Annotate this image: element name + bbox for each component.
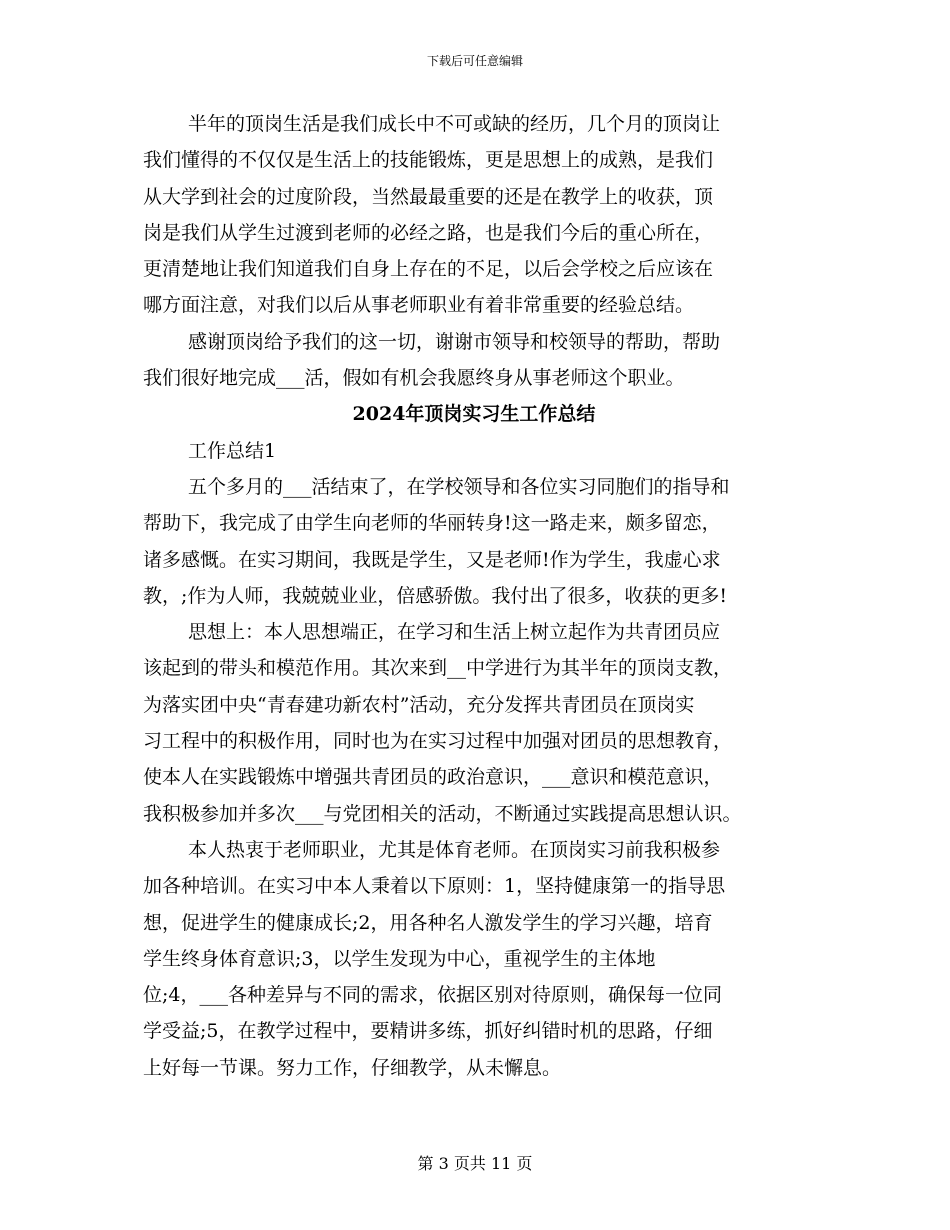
page-header: 下载后可任意编辑 [426, 54, 523, 68]
text-line: 位;4，___各种差异与不同的需求，依据区别对待原则，确保每一位同 [143, 984, 722, 1007]
text-line: 我们很好地完成___活，假如有机会我愿终身从事老师这个职业。 [143, 367, 685, 390]
text-line: 使本人在实践锻炼中增强共青团员的政治意识，___意识和模范意识， [143, 766, 723, 789]
text-line: 更清楚地让我们知道我们自身上存在的不足，以后会学校之后应该在 [143, 258, 714, 281]
text-line: 思想上：本人思想端正，在学习和生活上树立起作为共青团员应 [188, 621, 721, 644]
text-line: 教，;作为人师，我兢兢业业，倍感骄傲。我付出了很多，收获的更多! [143, 584, 728, 607]
text-line: 上好每一节课。努力工作，仔细教学，从未懈息。 [143, 1056, 562, 1079]
text-line: 从大学到社会的过度阶段，当然最最重要的还是在教学上的收获，顶 [143, 185, 714, 208]
text-line: 该起到的带头和模范作用。其次来到__中学进行为其半年的顶岗支教， [143, 657, 733, 680]
text-line: 岗是我们从学生过渡到老师的必经之路，也是我们今后的重心所在， [143, 221, 714, 244]
text-line: 加各种培训。在实习中本人秉着以下原则：1，坚持健康第一的指导思 [143, 875, 726, 898]
document-body [143, 106, 805, 1086]
section-title: 2024年顶岗实习生工作总结 [352, 403, 596, 426]
text-line: 哪方面注意，对我们以后从事老师职业有着非常重要的经验总结。 [143, 294, 695, 317]
text-line: 五个多月的___活结束了，在学校领导和各位实习同胞们的指导和 [188, 475, 730, 498]
text-line: 诸多感慨。在实习期间，我既是学生，又是老师!作为学生，我虚心求 [143, 548, 721, 571]
text-line: 感谢顶岗给予我们的这一切，谢谢市领导和校领导的帮助，帮助 [188, 330, 721, 353]
text-line: 我积极参加并多次___与党团相关的活动，不断通过实践提高思想认识。 [143, 802, 742, 825]
text-line: 为落实团中央“青春建功新农村”活动，充分发挥共青团员在顶岗实 [143, 693, 695, 716]
text-line: 学受益;5，在教学过程中，要精讲多练，抓好纠错时机的思路，仔细 [143, 1020, 713, 1043]
text-line: 我们懂得的不仅仅是生活上的技能锻炼，更是思想上的成熟，是我们 [143, 149, 714, 172]
text-line: 本人热衷于老师职业，尤其是体育老师。在顶岗实习前我积极参 [188, 838, 721, 861]
text-line: 习工程中的积极作用，同时也为在实习过程中加强对团员的思想教育， [143, 730, 733, 753]
page-footer: 第 3 页共 11 页 [417, 1154, 533, 1173]
text-line: 半年的顶岗生活是我们成长中不可或缺的经历，几个月的顶岗让 [188, 113, 721, 135]
subsection-heading: 工作总结1 [188, 439, 277, 462]
text-line: 帮助下，我完成了由学生向老师的华丽转身!这一路走来，颇多留恋， [143, 512, 721, 535]
text-line: 想，促进学生的健康成长;2，用各种名人激发学生的学习兴趣，培育 [143, 911, 713, 934]
text-line: 学生终身体育意识;3，以学生发现为中心，重视学生的主体地 [143, 947, 656, 970]
